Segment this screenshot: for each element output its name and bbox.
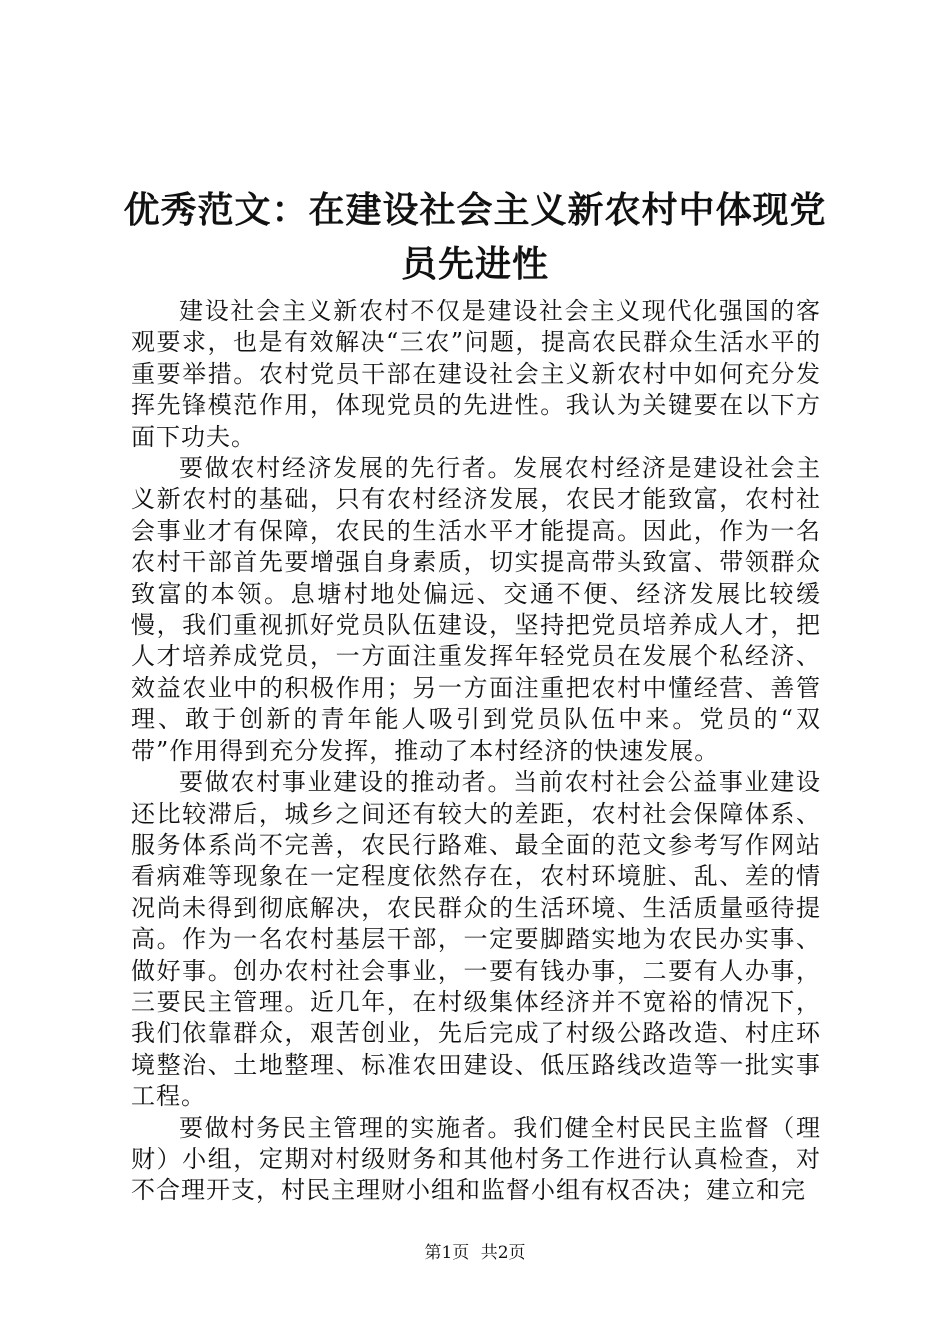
page-total: 共2页 bbox=[480, 1243, 526, 1263]
document-body bbox=[131, 296, 821, 1207]
page-number: 第1页 bbox=[424, 1243, 470, 1263]
paragraph-1: 建设社会主义新农村不仅是建设社会主义现代化强国的客观要求，也是有效解决“三农”问题，提高农民群众生活水平的重要举措。农村党员干部在建设社会主义新农村中如何充分发挥先锋模范作用，体现党员的先进性。我认为关键要在以下方面下功夫。 bbox=[131, 297, 821, 451]
document-title: 优秀范文：在建设社会主义新农村中体现党员先进性 bbox=[123, 190, 827, 285]
paragraph-4: 要做村务民主管理的实施者。我们健全村民民主监督（理财）小组，定期对村级财务和其他村务工作进行认真检查，对不合理开支，村民主理财小组和监督小组有权否决；建立和完 bbox=[131, 1113, 821, 1205]
paragraph-2: 要做农村经济发展的先行者。发展农村经济是建设社会主义新农村的基础，只有农村经济发展，农民才能致富，农村社会事业才有保障，农民的生活水平才能提高。因此，作为一名农村干部首先要增强自身素质，切实提高带头致富、带领群众致富的本领。息塘村地处偏远、交通不便、经济发展比较缓慢，我们重视抓好党员队伍建设，坚持把党员培养成人才，把人才培养成党员，一方面注重发挥年轻党员在发展个私经济、效益农业中的积极作用；另一方面注重把农村中懂经营、善管理、敢于创新的青年能人吸引到党员队伍中来。党员的“双带”作用得到充分发挥，推动了本村经济的快速发展。 bbox=[131, 454, 821, 765]
paragraph-3: 要做农村事业建设的推动者。当前农村社会公益事业建设还比较滞后，城乡之间还有较大的差距，农村社会保障体系、服务体系尚不完善，农民行路难、最全面的范文参考写作网站看病难等现象在一定程度依然存在，农村环境脏、乱、差的情况尚未得到彻底解决，农民群众的生活环境、生活质量亟待提高。作为一名农村基层干部，一定要脚踏实地为农民办实事、做好事。创办农村社会事业，一要有钱办事，二要有人办事，三要民主管理。近几年，在村级集体经济并不宽裕的情况下，我们依靠群众，艰苦创业，先后完成了村级公路改造、村庄环境整治、土地整理、标准农田建设、低压路线改造等一批实事工程。 bbox=[131, 768, 821, 1111]
page-footer bbox=[0, 1242, 950, 1264]
